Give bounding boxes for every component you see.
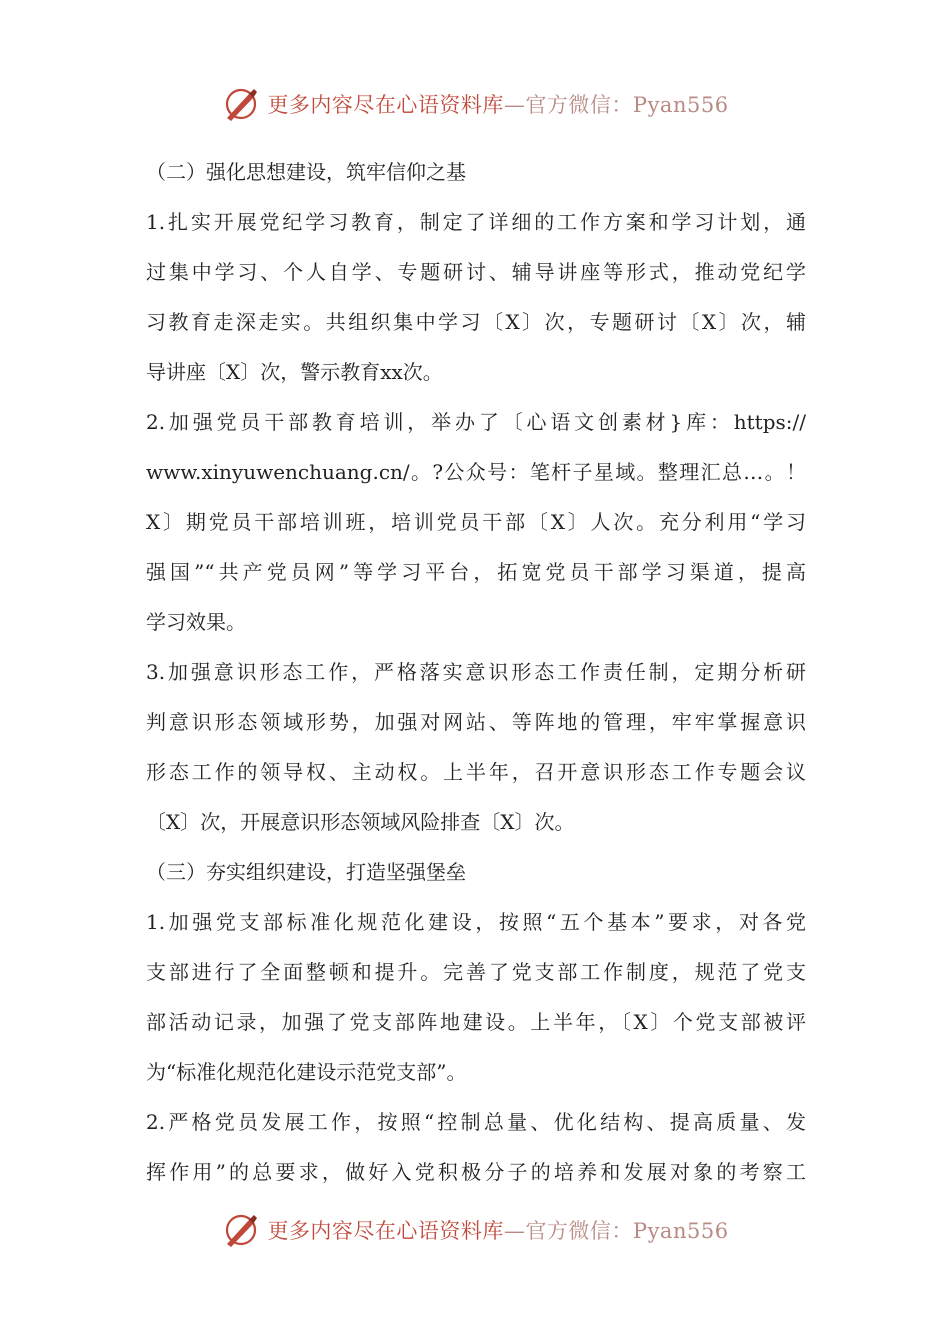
header-banner [0,82,950,126]
paragraph-line: 判意识形态领域形势，加强对网站、等阵地的管理，牢牢掌握意识 [146,710,806,734]
paragraph-line: 为“标准化规范化建设示范党支部”。 [146,1060,467,1084]
paragraph-line: www.xinyuwenchuang.cn/。?公众号：笔杆子星域。整理汇总…。！ [146,460,806,484]
section-heading: （二）强化思想建设，筑牢信仰之基 [146,160,466,184]
banner-main-text: 更多内容尽在心语资料库 [267,1219,504,1243]
paragraph-line: 1.加强党支部标准化规范化建设，按照“五个基本”要求，对各党 [146,910,806,934]
banner-wechat-text: —官方微信：Pyan556 [503,93,729,117]
paragraph-line: 习教育走深走实。共组织集中学习〔X〕次，专题研讨〔X〕次，辅 [146,310,806,334]
banner-wechat-text: —官方微信：Pyan556 [503,1219,729,1243]
paragraph-line: 支部进行了全面整顿和提升。完善了党支部工作制度，规范了党支 [146,960,806,984]
banner-main-text: 更多内容尽在心语资料库 [267,93,504,117]
paragraph-line: 挥作用”的总要求，做好入党积极分子的培养和发展对象的考察工 [146,1160,806,1184]
paragraph-line: 导讲座〔X〕次，警示教育xx次。 [146,360,443,384]
paragraph-line: 部活动记录，加强了党支部阵地建设。上半年，〔X〕个党支部被评 [146,1010,806,1034]
document-body [146,147,806,1197]
section-heading: （三）夯实组织建设，打造坚强堡垒 [146,860,466,884]
paragraph-line: 形态工作的领导权、主动权。上半年，召开意识形态工作专题会议 [146,760,806,784]
paragraph-line: 3.加强意识形态工作，严格落实意识形态工作责任制，定期分析研 [146,660,806,684]
paragraph-line: 过集中学习、个人自学、专题研讨、辅导讲座等形式，推动党纪学 [146,260,806,284]
paragraph-line: 学习效果。 [146,610,246,634]
paragraph-line: 强国”“共产党员网”等学习平台，拓宽党员干部学习渠道，提高 [146,560,806,584]
paragraph-line: 2.严格党员发展工作，按照“控制总量、优化结构、提高质量、发 [146,1110,806,1134]
paragraph-line: X〕期党员干部培训班，培训党员干部〔X〕人次。充分利用“学习 [146,510,806,534]
paragraph-line: 1.扎实开展党纪学习教育，制定了详细的工作方案和学习计划，通 [146,210,806,234]
pen-logo-icon [221,84,261,124]
pen-logo-icon [221,1210,261,1250]
footer-banner [0,1208,950,1252]
paragraph-line: 2.加强党员干部教育培训，举办了〔心语文创素材}库：https:// [146,410,806,434]
paragraph-line: 〔X〕次，开展意识形态领域风险排查〔X〕次。 [146,810,575,834]
